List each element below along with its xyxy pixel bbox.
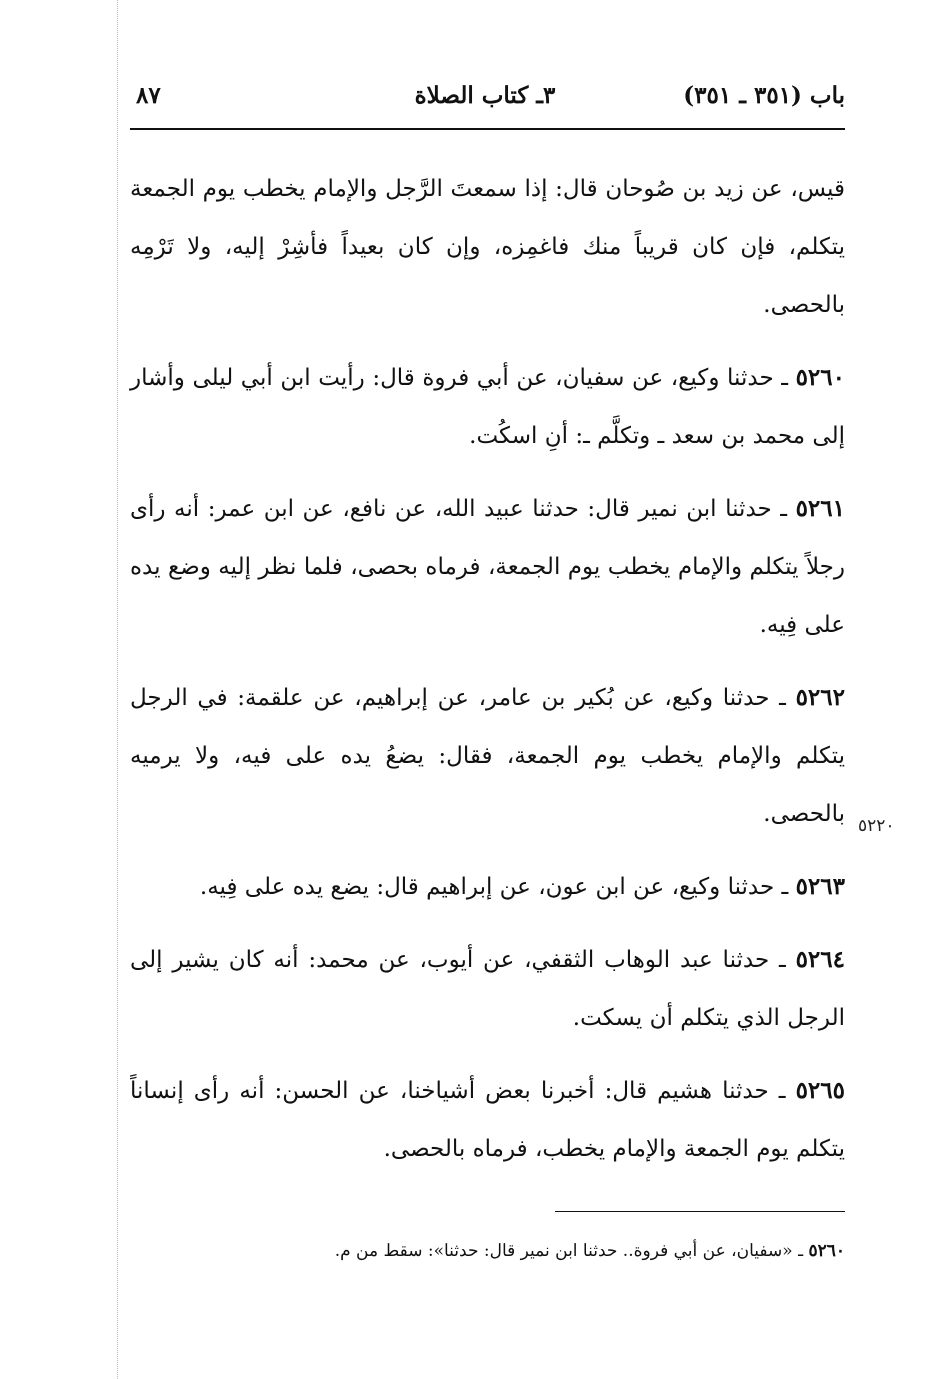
hadith-text: ـ حدثنا ابن نمير قال: حدثنا عبيد الله، عن نافع، عن ابن عمر: أنه رأى رجلاً يتكلم والإمام يخطب يوم الجمعة، فرماه بحصى، فلما نظر إليه وضع يده على فِيه. bbox=[130, 496, 845, 638]
hadith-text: ـ حدثنا هشيم قال: أخبرنا بعض أشياخنا، عن الحسن: أنه رأى إنساناً يتكلم يوم الجمعة والإمام يخطب، فرماه بالحصى. bbox=[130, 1078, 845, 1162]
hadith-paragraph bbox=[130, 669, 845, 843]
hadith-number: ٥٢٦٣ bbox=[795, 873, 845, 900]
hadith-number: ٥٢٦٢ bbox=[795, 684, 845, 711]
hadith-paragraph bbox=[130, 349, 845, 465]
page-body bbox=[130, 160, 845, 1193]
chapter-title: باب (٣٥١ ـ ٣٥١) bbox=[683, 82, 845, 109]
hadith-number: ٥٢٦٠ bbox=[795, 364, 845, 391]
hadith-paragraph bbox=[130, 160, 845, 334]
page-header bbox=[130, 82, 845, 122]
hadith-text: قيس، عن زيد بن صُوحان قال: إذا سمعتَ الرَّجل والإمام يخطب يوم الجمعة يتكلم، فإن كان قريباً منك فاغمِزه، وإن كان بعيداً فأشِرْ إليه، ولا تَرْمِه بالحصى. bbox=[130, 176, 845, 318]
hadith-number: ٥٢٦١ bbox=[795, 495, 845, 522]
footnote-rule bbox=[555, 1211, 845, 1212]
hadith-text: ـ حدثنا وكيع، عن بُكير بن عامر، عن إبراهيم، عن علقمة: في الرجل يتكلم والإمام يخطب يوم الجمعة، فقال: يضعُ يده على فيه، ولا يرميه بالحصى. bbox=[130, 685, 845, 827]
hadith-paragraph bbox=[130, 931, 845, 1047]
book-title: ٣ـ كتاب الصلاة bbox=[414, 82, 556, 109]
footnote bbox=[160, 1236, 845, 1266]
footnote-text: ـ «سفيان، عن أبي فروة.. حدثنا ابن نمير قال: حدثنا»: سقط من م. bbox=[334, 1241, 809, 1261]
marginal-reference-number: ٥٢٢٠ bbox=[858, 816, 895, 836]
hadith-text: ـ حدثنا وكيع، عن ابن عون، عن إبراهيم قال: يضع يده على فِيه. bbox=[199, 874, 796, 900]
hadith-paragraph bbox=[130, 480, 845, 654]
header-rule bbox=[130, 128, 845, 130]
hadith-paragraph bbox=[130, 1062, 845, 1178]
hadith-paragraph bbox=[130, 858, 845, 916]
hadith-text: ـ حدثنا عبد الوهاب الثقفي، عن أيوب، عن محمد: أنه كان يشير إلى الرجل الذي يتكلم أن يسكت. bbox=[130, 947, 845, 1031]
hadith-number: ٥٢٦٥ bbox=[795, 1077, 845, 1104]
binding-margin-line bbox=[117, 0, 118, 1379]
page-number: ٨٧ bbox=[136, 82, 161, 109]
footnote-number: ٥٢٦٠ bbox=[808, 1241, 845, 1261]
hadith-text: ـ حدثنا وكيع، عن سفيان، عن أبي فروة قال: رأيت ابن أبي ليلى وأشار إلى محمد بن سعد ـ وتكلَّم ـ: أنِ اسكُت. bbox=[130, 365, 845, 449]
hadith-number: ٥٢٦٤ bbox=[795, 946, 845, 973]
